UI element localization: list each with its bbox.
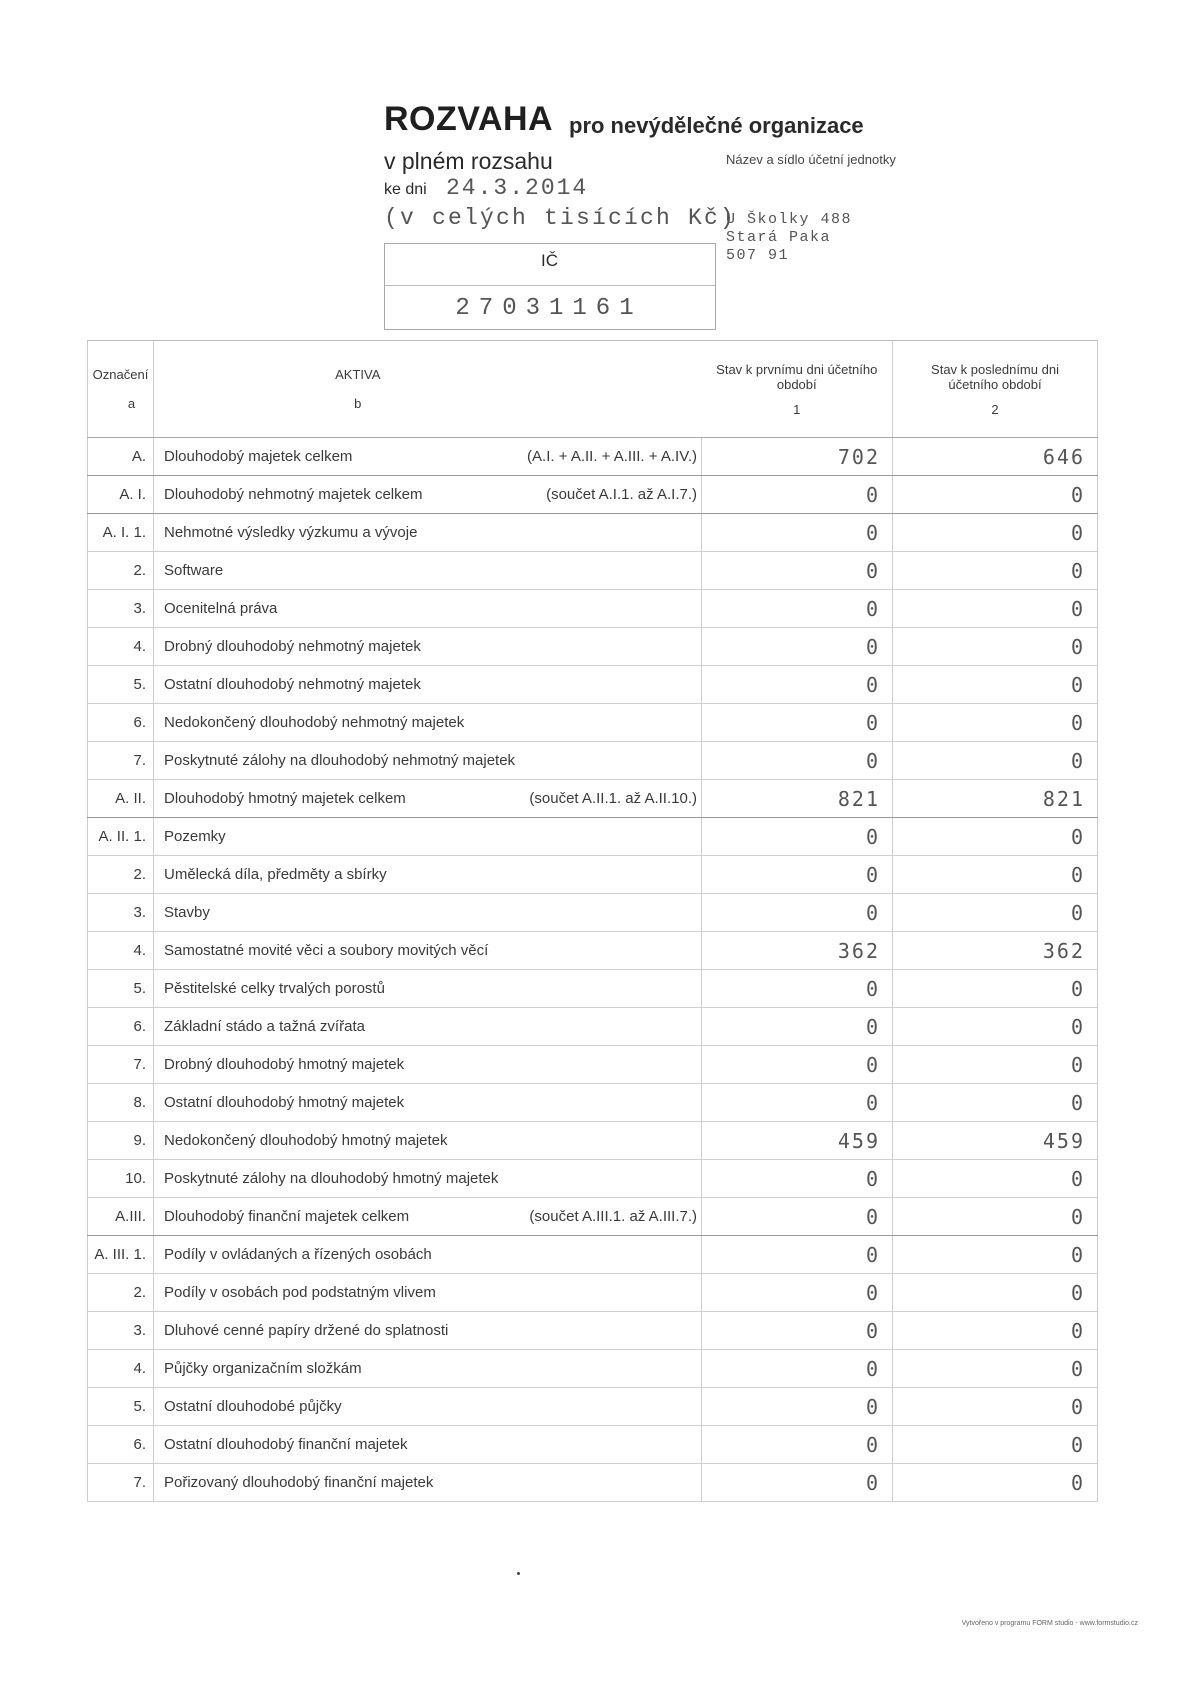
- row-value-last-day: 0: [893, 818, 1098, 856]
- header-num-1: 1: [793, 401, 801, 417]
- row-code: 2.: [88, 856, 154, 894]
- row-name: Umělecká díla, předměty a sbírky: [154, 856, 519, 894]
- row-name: Ostatní dlouhodobé půjčky: [154, 1388, 519, 1426]
- row-formula: (součet A.III.1. až A.III.7.): [519, 1198, 702, 1236]
- document-scope: v plném rozsahu: [384, 148, 553, 174]
- row-formula: [519, 514, 702, 552]
- row-code: 6.: [88, 1426, 154, 1464]
- document-title: ROZVAHA: [384, 100, 554, 138]
- row-formula: [519, 590, 702, 628]
- row-name: Podíly v ovládaných a řízených osobách: [154, 1236, 519, 1274]
- header-col1-label: Stav k prvnímu dni účetního období: [716, 361, 878, 392]
- row-value-first-day: 0: [702, 818, 893, 856]
- row-value-last-day: 0: [893, 1084, 1098, 1122]
- row-formula: [519, 1274, 702, 1312]
- row-code: 6.: [88, 704, 154, 742]
- row-name: Nedokončený dlouhodobý hmotný majetek: [154, 1122, 519, 1160]
- row-name: Ostatní dlouhodobý hmotný majetek: [154, 1084, 519, 1122]
- row-name: Stavby: [154, 894, 519, 932]
- row-code: A. I. 1.: [88, 514, 154, 552]
- table-row: [88, 780, 1098, 818]
- row-formula: [519, 932, 702, 970]
- row-value-last-day: 0: [893, 628, 1098, 666]
- table-row: [88, 1160, 1098, 1198]
- table-row: [88, 704, 1098, 742]
- row-name: Drobný dlouhodobý nehmotný majetek: [154, 628, 519, 666]
- row-formula: (součet A.I.1. až A.I.7.): [519, 476, 702, 514]
- row-value-first-day: 0: [702, 1084, 893, 1122]
- row-name: Pozemky: [154, 818, 519, 856]
- row-formula: [519, 1236, 702, 1274]
- ic-value: 27031161: [455, 295, 643, 322]
- row-formula: [519, 704, 702, 742]
- date-label: ke dni: [384, 181, 427, 198]
- row-value-first-day: 0: [702, 1312, 893, 1350]
- table-row: [88, 1274, 1098, 1312]
- table-row: [88, 742, 1098, 780]
- row-value-first-day: 0: [702, 552, 893, 590]
- row-name: Půjčky organizačním složkám: [154, 1350, 519, 1388]
- entity-address-line: U Školky 488: [726, 211, 853, 228]
- row-value-first-day: 0: [702, 514, 893, 552]
- table-row: [88, 1236, 1098, 1274]
- row-name: Pořizovaný dlouhodobý finanční majetek: [154, 1464, 519, 1502]
- table-row: [88, 1388, 1098, 1426]
- row-name: Dlouhodobý hmotný majetek celkem: [154, 780, 519, 818]
- row-value-first-day: 0: [702, 1160, 893, 1198]
- row-value-last-day: 0: [893, 666, 1098, 704]
- row-formula: [519, 666, 702, 704]
- entity-address-line: Stará Paka: [726, 229, 832, 246]
- row-value-last-day: 362: [893, 932, 1098, 970]
- row-code: 3.: [88, 1312, 154, 1350]
- table-row: [88, 666, 1098, 704]
- row-code: A.III.: [88, 1198, 154, 1236]
- row-value-first-day: 0: [702, 1008, 893, 1046]
- row-value-last-day: 0: [893, 514, 1098, 552]
- row-value-first-day: 821: [702, 780, 893, 818]
- header-letter-a: a: [127, 396, 136, 411]
- row-name: Poskytnuté zálohy na dlouhodobý nehmotný majetek: [154, 742, 519, 780]
- header-aktiva: [154, 341, 702, 438]
- row-name: Drobný dlouhodobý hmotný majetek: [154, 1046, 519, 1084]
- row-value-last-day: 0: [893, 970, 1098, 1008]
- row-value-first-day: 0: [702, 1426, 893, 1464]
- table-row: [88, 590, 1098, 628]
- row-code: 3.: [88, 590, 154, 628]
- row-name: Dlouhodobý majetek celkem: [154, 438, 519, 476]
- row-name: Podíly v osobách pod podstatným vlivem: [154, 1274, 519, 1312]
- table-row: [88, 970, 1098, 1008]
- header-oznaceni: [88, 341, 154, 438]
- row-code: A. I.: [88, 476, 154, 514]
- header-num-2: 2: [991, 401, 999, 417]
- row-value-first-day: 0: [702, 856, 893, 894]
- row-value-last-day: 0: [893, 1312, 1098, 1350]
- row-name: Nehmotné výsledky výzkumu a vývoje: [154, 514, 519, 552]
- row-value-last-day: 0: [893, 1008, 1098, 1046]
- row-formula: [519, 1312, 702, 1350]
- row-code: 2.: [88, 1274, 154, 1312]
- table-row: [88, 1350, 1098, 1388]
- row-formula: [519, 856, 702, 894]
- row-value-first-day: 0: [702, 590, 893, 628]
- row-name: Ostatní dlouhodobý nehmotný majetek: [154, 666, 519, 704]
- row-formula: [519, 1426, 702, 1464]
- row-value-first-day: 0: [702, 1388, 893, 1426]
- row-value-last-day: 0: [893, 1160, 1098, 1198]
- row-code: A. II.: [88, 780, 154, 818]
- header-col2: [893, 341, 1098, 438]
- row-code: A.: [88, 438, 154, 476]
- entity-label: Název a sídlo účetní jednotky: [726, 152, 896, 167]
- row-formula: [519, 818, 702, 856]
- table-header-row: [88, 341, 1098, 438]
- row-value-last-day: 0: [893, 1198, 1098, 1236]
- date-value: 24.3.2014: [446, 175, 589, 201]
- row-formula: (A.I. + A.II. + A.III. + A.IV.): [519, 438, 702, 476]
- row-value-first-day: 0: [702, 1464, 893, 1502]
- row-code: 4.: [88, 628, 154, 666]
- row-value-first-day: 0: [702, 970, 893, 1008]
- table-row: [88, 1312, 1098, 1350]
- row-name: Software: [154, 552, 519, 590]
- row-value-first-day: 459: [702, 1122, 893, 1160]
- row-name: Dlouhodobý nehmotný majetek celkem: [154, 476, 519, 514]
- row-formula: [519, 1084, 702, 1122]
- table-row: [88, 856, 1098, 894]
- row-value-first-day: 0: [702, 1274, 893, 1312]
- row-name: Pěstitelské celky trvalých porostů: [154, 970, 519, 1008]
- table-row: [88, 1464, 1098, 1502]
- row-value-last-day: 0: [893, 1236, 1098, 1274]
- row-formula: [519, 1350, 702, 1388]
- header-col2-label: Stav k poslednímu dni účetního období: [931, 361, 1059, 392]
- row-formula: [519, 552, 702, 590]
- row-name: Ostatní dlouhodobý finanční majetek: [154, 1426, 519, 1464]
- row-formula: [519, 894, 702, 932]
- row-formula: [519, 1008, 702, 1046]
- row-name: Základní stádo a tažná zvířata: [154, 1008, 519, 1046]
- row-code: 4.: [88, 1350, 154, 1388]
- row-value-first-day: 0: [702, 1198, 893, 1236]
- row-formula: [519, 742, 702, 780]
- row-code: 7.: [88, 742, 154, 780]
- row-value-last-day: 0: [893, 856, 1098, 894]
- row-value-first-day: 0: [702, 476, 893, 514]
- row-formula: [519, 1160, 702, 1198]
- row-code: 2.: [88, 552, 154, 590]
- row-code: 6.: [88, 1008, 154, 1046]
- row-value-last-day: 0: [893, 590, 1098, 628]
- table-row: [88, 552, 1098, 590]
- table-row: [88, 1198, 1098, 1236]
- header-oznaceni-label: Označení: [92, 367, 149, 382]
- row-formula: [519, 1046, 702, 1084]
- table-row: [88, 1426, 1098, 1464]
- row-name: Dluhové cenné papíry držené do splatnosti: [154, 1312, 519, 1350]
- row-value-last-day: 0: [893, 742, 1098, 780]
- footer-note: Vytvořeno v programu FORM studio - www.formstudio.cz: [961, 1620, 1138, 1627]
- row-value-first-day: 0: [702, 1046, 893, 1084]
- row-value-first-day: 362: [702, 932, 893, 970]
- row-value-last-day: 0: [893, 1426, 1098, 1464]
- header-aktiva-label: AKTIVA: [335, 367, 381, 382]
- row-code: 8.: [88, 1084, 154, 1122]
- row-code: 5.: [88, 970, 154, 1008]
- table-row: [88, 894, 1098, 932]
- table-row: [88, 514, 1098, 552]
- row-value-first-day: 0: [702, 666, 893, 704]
- table-row: [88, 1122, 1098, 1160]
- ic-label: IČ: [541, 251, 558, 270]
- row-code: A. II. 1.: [88, 818, 154, 856]
- row-value-first-day: 702: [702, 438, 893, 476]
- table-row: [88, 818, 1098, 856]
- entity-address-line: 507 91: [726, 247, 790, 264]
- row-value-first-day: 0: [702, 894, 893, 932]
- row-code: 5.: [88, 1388, 154, 1426]
- header-col1: [702, 341, 893, 438]
- row-name: Ocenitelná práva: [154, 590, 519, 628]
- table-row: [88, 628, 1098, 666]
- row-value-last-day: 0: [893, 476, 1098, 514]
- row-formula: [519, 970, 702, 1008]
- document-subtitle: pro nevýdělečné organizace: [569, 113, 864, 138]
- row-code: 5.: [88, 666, 154, 704]
- row-formula: [519, 1388, 702, 1426]
- row-formula: [519, 1464, 702, 1502]
- row-value-first-day: 0: [702, 704, 893, 742]
- row-value-first-day: 0: [702, 628, 893, 666]
- table-row: [88, 476, 1098, 514]
- table-row: [88, 1046, 1098, 1084]
- row-code: 3.: [88, 894, 154, 932]
- row-code: 4.: [88, 932, 154, 970]
- row-value-last-day: 0: [893, 1350, 1098, 1388]
- row-code: A. III. 1.: [88, 1236, 154, 1274]
- row-formula: [519, 628, 702, 666]
- row-name: Poskytnuté zálohy na dlouhodobý hmotný majetek: [154, 1160, 519, 1198]
- row-value-last-day: 821: [893, 780, 1098, 818]
- table-row: [88, 438, 1098, 476]
- row-code: 7.: [88, 1464, 154, 1502]
- row-value-first-day: 0: [702, 1236, 893, 1274]
- row-value-last-day: 0: [893, 704, 1098, 742]
- row-formula: [519, 1122, 702, 1160]
- row-name: Dlouhodobý finanční majetek celkem: [154, 1198, 519, 1236]
- row-formula: (součet A.II.1. až A.II.10.): [519, 780, 702, 818]
- table-row: [88, 1084, 1098, 1122]
- table-row: [88, 932, 1098, 970]
- row-value-last-day: 0: [893, 894, 1098, 932]
- row-name: Nedokončený dlouhodobý nehmotný majetek: [154, 704, 519, 742]
- header-letter-b: b: [354, 396, 362, 411]
- row-value-last-day: 0: [893, 1046, 1098, 1084]
- unit-label: (v celých tisících Kč): [384, 205, 737, 231]
- row-code: 7.: [88, 1046, 154, 1084]
- row-name: Samostatné movité věci a soubory movitých věcí: [154, 932, 519, 970]
- balance-sheet-table: [87, 340, 1098, 1502]
- row-value-last-day: 459: [893, 1122, 1098, 1160]
- row-code: 10.: [88, 1160, 154, 1198]
- row-value-last-day: 0: [893, 552, 1098, 590]
- row-value-last-day: 0: [893, 1388, 1098, 1426]
- row-value-first-day: 0: [702, 742, 893, 780]
- table-row: [88, 1008, 1098, 1046]
- row-value-last-day: 0: [893, 1274, 1098, 1312]
- row-value-last-day: 646: [893, 438, 1098, 476]
- scan-dot: [517, 1572, 520, 1575]
- row-code: 9.: [88, 1122, 154, 1160]
- row-value-last-day: 0: [893, 1464, 1098, 1502]
- row-value-first-day: 0: [702, 1350, 893, 1388]
